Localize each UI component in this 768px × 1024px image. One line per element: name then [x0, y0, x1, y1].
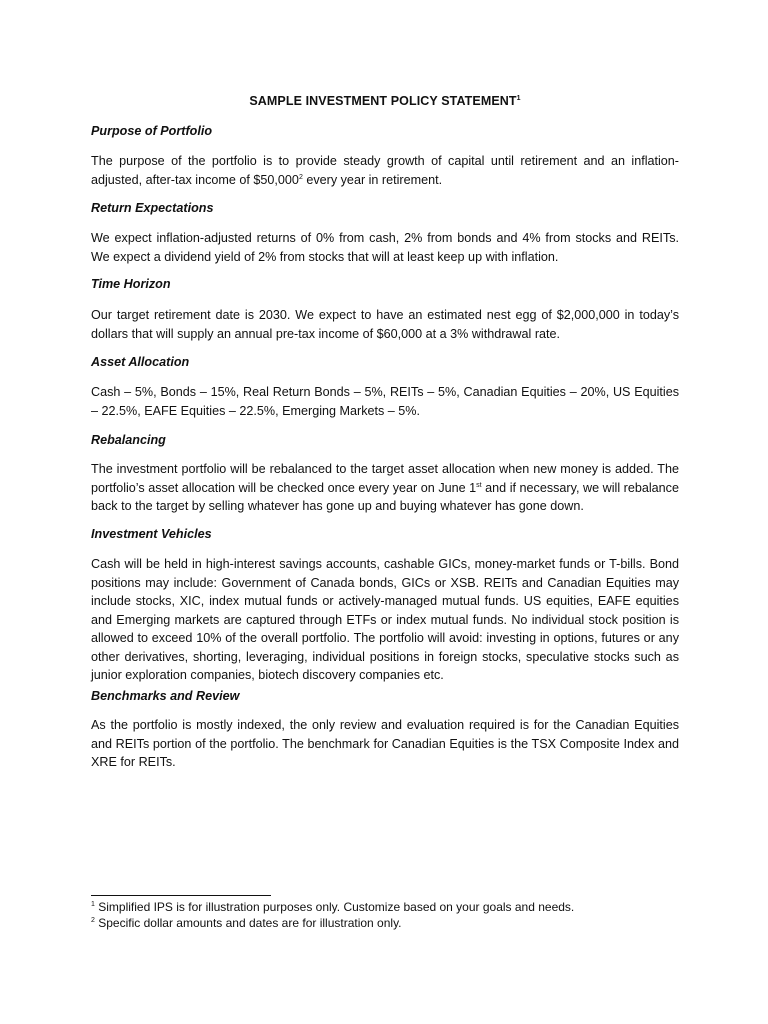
- heading-return-expectations: Return Expectations: [91, 201, 214, 215]
- paragraph-return-expectations: We expect inflation-adjusted returns of 0% from cash, 2% from bonds and 4% from stocks and REITs. We expect a dividend yield of 2% from stocks that will at least keep up with inflation.: [91, 231, 679, 264]
- footnote-mark: 2: [91, 916, 95, 924]
- paragraph-text: and if necessary, we will rebalance back to the target by selling whatever has gone up and buying whatever has gone down.: [91, 480, 679, 513]
- paragraph-text: The purpose of the portfolio is to provide steady growth of capital until retirement and an inflation-adjusted, after-tax income of $50,000: [91, 154, 679, 187]
- footnote-separator: [91, 895, 271, 896]
- heading-purpose-of-portfolio: Purpose of Portfolio: [91, 124, 213, 138]
- heading-benchmarks-and-review: Benchmarks and Review: [91, 689, 240, 703]
- paragraph-benchmarks-and-review: As the portfolio is mostly indexed, the only review and evaluation required is for the Canadian Equities and REITs portion of the portfolio. The benchmark for Canadian Equities is the TSX Composite Index and XRE for REITs.: [91, 718, 679, 769]
- heading-time-horizon: Time Horizon: [91, 277, 171, 291]
- ordinal-suffix: st: [476, 481, 482, 489]
- paragraph-text: every year in retirement.: [302, 172, 443, 187]
- footnote-mark: 1: [91, 901, 95, 908]
- title-footnote-ref: 1: [516, 94, 521, 102]
- paragraph-rebalancing: [91, 460, 679, 516]
- footnote-1: [91, 900, 679, 916]
- paragraph-text: The investment portfolio will be rebalanced to the target asset allocation when new money is added. The portfolio’s asset allocation will be checked once every year on June 1: [91, 462, 679, 495]
- heading-investment-vehicles: Investment Vehicles: [91, 527, 212, 541]
- paragraph-asset-allocation: Cash – 5%, Bonds – 15%, Real Return Bonds – 5%, REITs – 5%, Canadian Equities – 20%, US Equities – 22.5%, EAFE Equities – 22.5%, Emerging Markets – 5%.: [91, 385, 679, 418]
- paragraph-time-horizon: Our target retirement date is 2030. We expect to have an estimated nest egg of $2,000,000 in today’s dollars that will supply an annual pre-tax income of $60,000 at a 3% withdrawal rate.: [91, 308, 679, 341]
- document-title: [91, 93, 679, 109]
- footnote-ref-2: 2: [298, 173, 303, 181]
- footnote-text: Specific dollar amounts and dates are for illustration only.: [94, 915, 402, 930]
- paragraph-investment-vehicles: Cash will be held in high-interest savings accounts, cashable GICs, money-market funds or T-bills. Bond positions may include: Government of Canada bonds, GICs or XSB. REITs and Canadian Equities may include stocks, XIC, index mutual funds or actively-managed mutual funds. US equities, EAFE equities and Emerging markets are captured through ETFs or index mutual funds. No individual stock position is allowed to exceed 10% of the overall portfolio. The portfolio will avoid: investing in options, futures or any other derivatives, shorting, leveraging, individual positions in foreign stocks, speculative stocks such as junior exploration companies, biotech discovery companies etc.: [91, 557, 679, 682]
- footnote-2: [91, 916, 679, 932]
- document-title-text: SAMPLE INVESTMENT POLICY STATEMENT: [249, 94, 517, 108]
- footnotes: [91, 900, 679, 931]
- paragraph-purpose-of-portfolio: [91, 152, 679, 189]
- footnote-text: Simplified IPS is for illustration purposes only. Customize based on your goals and needs.: [94, 900, 575, 914]
- heading-asset-allocation: Asset Allocation: [91, 355, 190, 369]
- heading-rebalancing: Rebalancing: [91, 433, 166, 447]
